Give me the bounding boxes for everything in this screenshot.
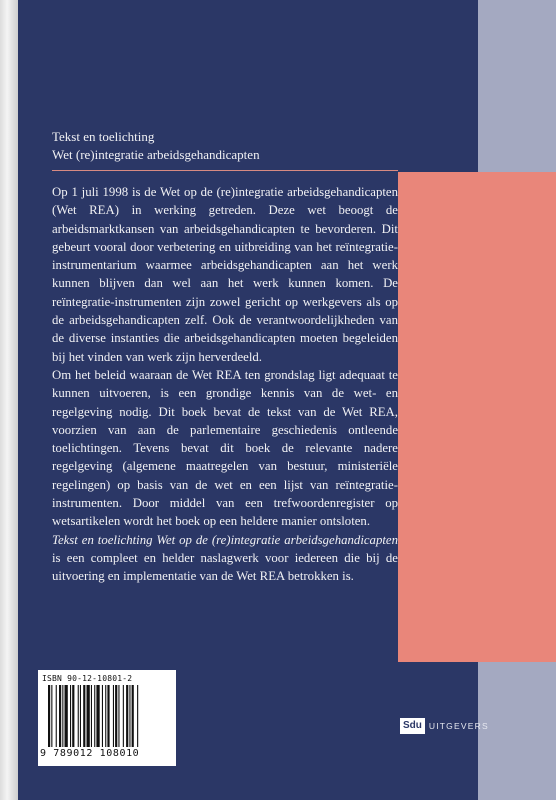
barcode-bar <box>83 685 85 747</box>
barcode-bar <box>126 685 128 747</box>
barcode-bar <box>87 685 90 747</box>
barcode-bar <box>56 685 57 747</box>
barcode-bar <box>62 685 63 747</box>
barcode-bar <box>96 685 99 747</box>
barcode-bar <box>70 685 71 747</box>
barcode-bar <box>72 685 74 747</box>
barcode-bar <box>78 685 79 747</box>
barcode-bar <box>132 685 134 747</box>
barcode-bar <box>113 685 114 747</box>
blurb-paragraph-1: Op 1 juli 1998 is de Wet op de (re)integratie arbeidsgehandicapten (Wet REA) in werking getreden. Deze wet beoogt de arbeidsmarktkansen van arbeidsgehandicapten te bevorderen. Dit gebeurt vooral door verbetering en uitbreiding van het reïntegratie-instrumentarium waarmee arbeidsgehandicapten aan het werk kunnen blijven dan wel aan het werk kunnen komen. De reïntegratie-instrumenten zijn zowel gericht op werkgevers als op de arbeidsgehandicapten zelf. Ook de verantwoordelijkheden van de diverse instanties die arbeidsgehandicapten moeten begeleiden bij het vinden van werk zijn herverdeeld. <box>52 185 398 364</box>
lavender-strip-top <box>478 0 556 172</box>
barcode-bar <box>94 685 95 747</box>
barcode-bar <box>80 685 81 747</box>
barcode-bar <box>115 685 117 747</box>
book-title-italic: Tekst en toelichting Wet op de (re)integratie arbeidsgehandicapten <box>52 532 398 547</box>
blurb <box>52 183 398 586</box>
blurb-paragraph-3 <box>52 531 398 586</box>
barcode-bar <box>129 685 130 747</box>
barcode-bars <box>48 685 170 747</box>
coral-panel <box>398 172 556 662</box>
barcode-bar <box>118 685 119 747</box>
barcode-bar <box>123 685 124 747</box>
barcode-bar <box>105 685 106 747</box>
barcode-bar <box>65 685 68 747</box>
barcode-bar <box>107 685 109 747</box>
barcode-bar <box>91 685 92 747</box>
lavender-strip-bottom <box>478 662 556 800</box>
publisher-name: UITGEVERS <box>428 721 489 731</box>
publisher-logo <box>400 718 489 734</box>
series-title <box>52 128 260 164</box>
barcode-bar <box>102 685 103 747</box>
page-edge <box>0 0 18 800</box>
barcode-number: 9 789012 108010 <box>40 748 140 759</box>
title-divider <box>52 170 398 171</box>
barcode-bar <box>48 685 50 747</box>
barcode-bar <box>137 685 138 747</box>
series-title-line2: Wet (re)integratie arbeidsgehandicapten <box>52 147 260 162</box>
barcode-label <box>38 670 176 766</box>
barcode-bar <box>59 685 61 747</box>
sdu-logo-mark: Sdu <box>400 718 425 734</box>
blurb-paragraph-2: Om het beleid waaraan de Wet REA ten grondslag ligt adequaat te kunnen uitvoeren, is een grondige kennis van de wet- en regelgeving nodig. Dit boek bevat de tekst van de Wet REA, voorzien van aan de parlementaire geschiedenis ontleende toelichtingen. Tevens bevat dit boek de relevante nadere regelgeving (algemene maatregelen van bestuur, ministeriële regelingen) op basis van de wet en een lijst van reïntegratie-instrumenten. Door middel van een trefwoordenregister op wetsartikelen wordt het boek op een heldere manier ontsloten. <box>52 367 398 529</box>
series-title-line1: Tekst en toelichting <box>52 129 155 144</box>
isbn-text: ISBN 90-12-10801-2 <box>42 674 133 683</box>
barcode-bar <box>51 685 52 747</box>
blurb-paragraph-3-rest: is een compleet en helder naslagwerk voor iedereen die bij de uitvoering en implementatie van de Wet REA betrokken is. <box>52 550 398 584</box>
